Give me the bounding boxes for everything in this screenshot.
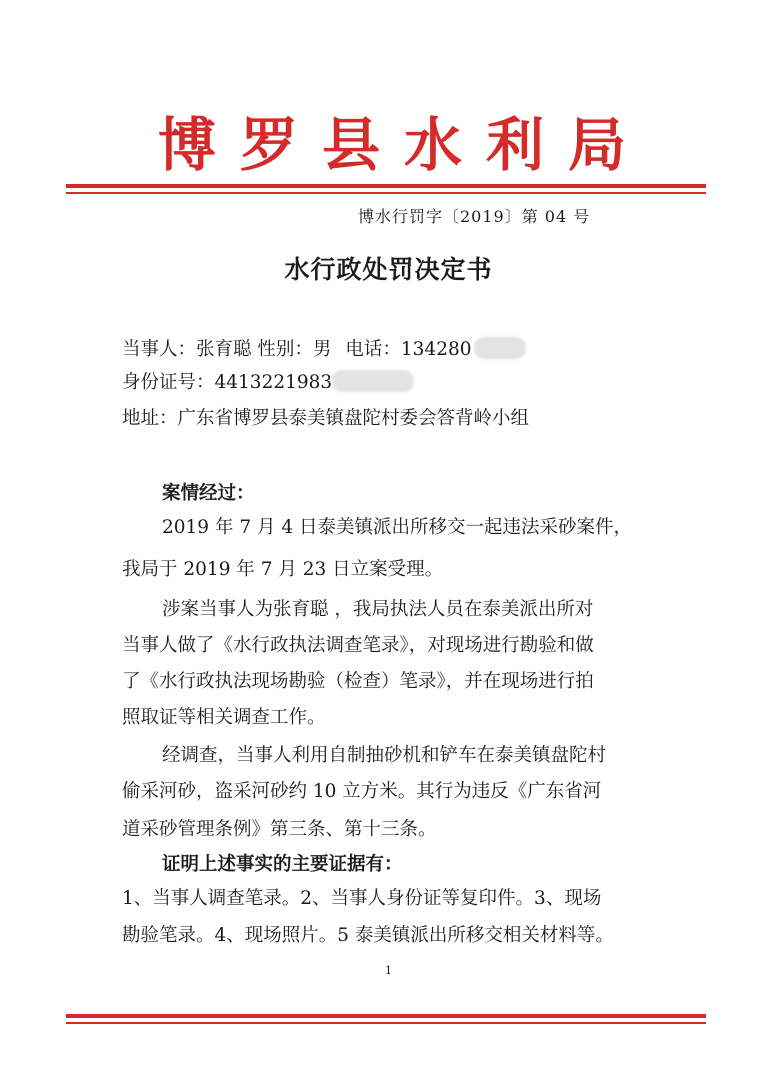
evidence-line-2: 勘验笔录。4、现场照片。5 泰美镇派出所移交相关材料等。 <box>122 925 614 946</box>
page-number: 1 <box>385 964 392 977</box>
case-paragraph-2-line-2: 当事人做了《水行政执法调查笔录》，对现场进行勘验和做 <box>122 635 594 656</box>
redacted-phone <box>474 337 526 359</box>
evidence-heading: 证明上述事实的主要证据有： <box>162 854 403 875</box>
agency-letterhead: 博罗县水利局 <box>158 111 651 179</box>
header-red-rule-thin <box>66 192 706 194</box>
case-heading: 案情经过： <box>162 483 255 504</box>
case-paragraph-1-line-2: 我局于 2019 年 7 月 23 日立案受理。 <box>122 559 444 580</box>
party-id: 身份证号：4413221983 <box>122 372 333 393</box>
redacted-id <box>332 370 414 392</box>
party-name-gender: 当事人：张育聪 性别：男 <box>122 339 332 360</box>
case-paragraph-1-line-1: 2019 年 7 月 4 日泰美镇派出所移交一起违法采砂案件， <box>162 517 633 538</box>
party-id-line <box>122 369 414 397</box>
party-phone: 电话：134280 <box>345 339 472 360</box>
document-title: 水行政处罚决定书 <box>284 255 493 284</box>
case-paragraph-2-line-3: 了《水行政执法现场勘验（检查）笔录》，并在现场进行拍 <box>122 671 594 692</box>
case-paragraph-2-line-4: 照取证等相关调查工作。 <box>122 707 326 728</box>
evidence-line-1: 1、当事人调查笔录。2、当事人身份证等复印件。3、现场 <box>122 888 602 909</box>
case-paragraph-2-line-1: 涉案当事人为张育聪 ，我局执法人员在泰美派出所对 <box>162 599 594 620</box>
case-paragraph-3-line-2: 偷采河砂，盗采河砂约 10 立方米。其行为违反《广东省河 <box>122 781 602 802</box>
document-number: 博水行罚字〔2019〕第 04 号 <box>358 207 591 226</box>
case-paragraph-3-line-1: 经调查，当事人利用自制抽砂机和铲车在泰美镇盘陀村 <box>162 745 607 766</box>
header-red-rule-thick <box>66 184 706 188</box>
footer-red-rule-thin <box>66 1022 706 1024</box>
case-paragraph-3-line-3: 道采砂管理条例》第三条、第十三条。 <box>122 819 437 840</box>
footer-red-rule-thick <box>66 1014 706 1018</box>
party-name-line <box>122 336 526 364</box>
party-address: 地址：广东省博罗县泰美镇盘陀村委会答背岭小组 <box>122 408 530 429</box>
